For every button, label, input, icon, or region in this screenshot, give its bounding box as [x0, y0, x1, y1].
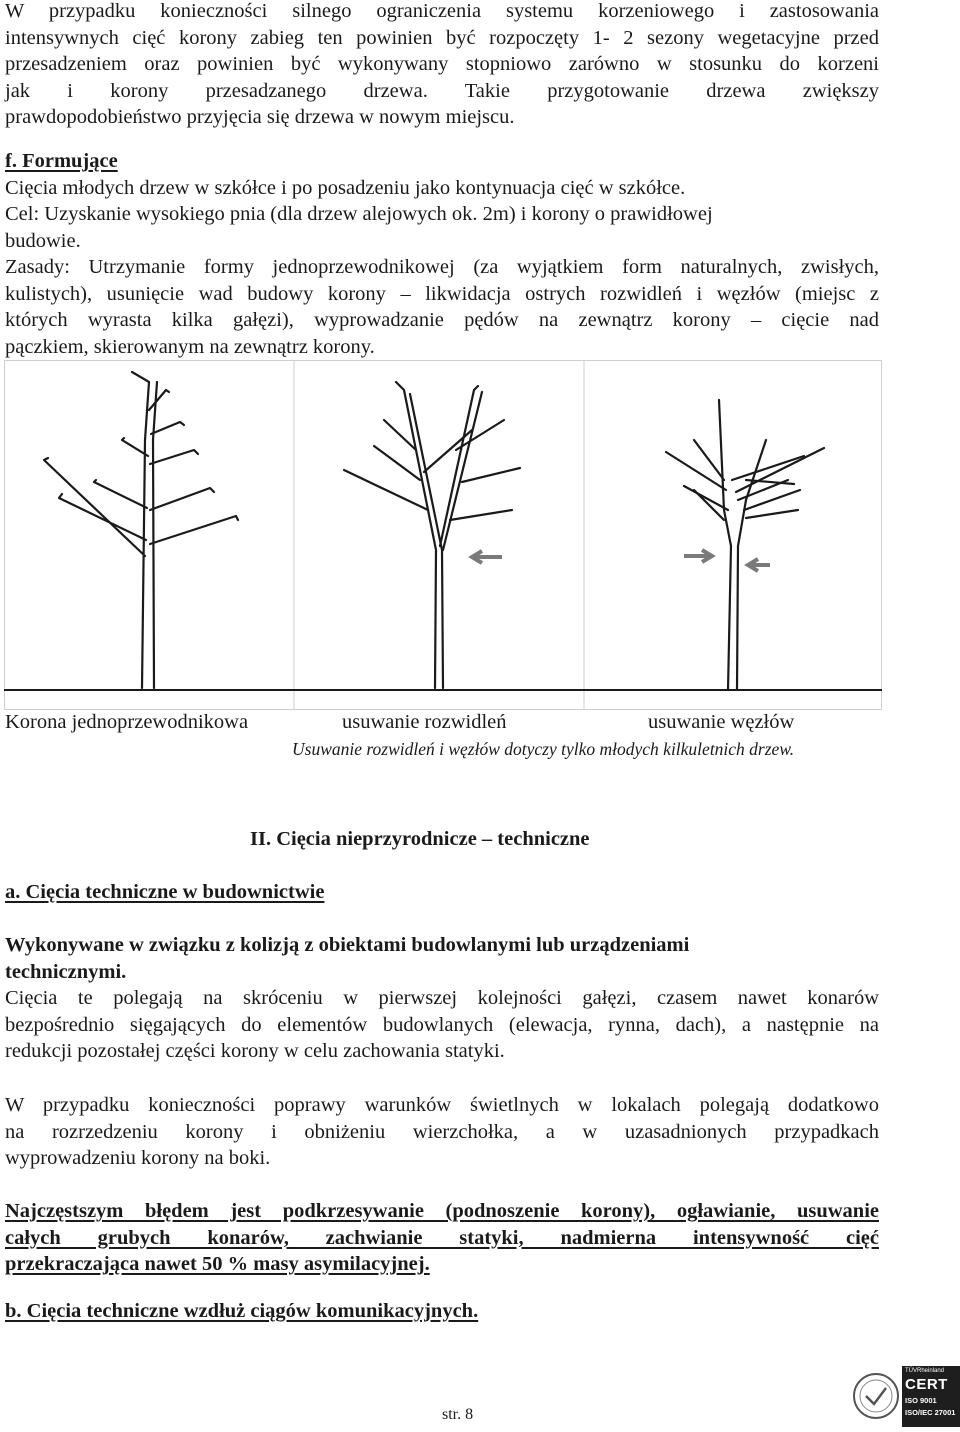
section-a-heading: a. Cięcia techniczne w budownictwie: [5, 881, 325, 903]
text-line: Najczęstszym błędem jest podkrzesywanie (podnoszenie korony), ogławianie, usuwanie: [5, 1200, 879, 1222]
text-line: przesadzeniem oraz powinien być wykonywany stopniowo zarówno w stosunku do korzeni: [5, 53, 879, 75]
text-line: jak i korony przesadzanego drzewa. Takie przygotowanie drzewa zwiększy: [5, 79, 879, 102]
cert-line-2: ISO/IEC 27001: [905, 1408, 956, 1417]
tree-single-leader: [44, 372, 238, 688]
caption-single-leader: Korona jednoprzewodnikowa: [5, 711, 249, 733]
text-line: Cięcia te polegają na skróceniu w pierwszej kolejności gałęzi, czasem nawet konarów: [5, 987, 879, 1009]
text-line: wyprowadzeniu korony na boki.: [5, 1147, 271, 1169]
figure-note: Usuwanie rozwidleń i węzłów dotyczy tylko młodych kilkuletnich drzew.: [292, 739, 795, 759]
intro-paragraph: [5, 0, 879, 131]
text-line: W przypadku konieczności silnego ograniczenia systemu korzeniowego i zastosowania: [5, 0, 879, 22]
text-line: kulistych), usunięcie wad budowy korony – likwidacja ostrych rozwidleń i węzłów (miejsc z: [5, 282, 879, 305]
tree-knot-removal: [666, 400, 824, 690]
cert-line-1: ISO 9001: [905, 1396, 937, 1405]
text-line: technicznymi.: [5, 960, 127, 983]
text-line: na rozrzedzeniu korony i obniżeniu wierzchołka, a w uzasadnionych przypadkach: [5, 1120, 879, 1143]
tree-fork-removal: [344, 382, 520, 688]
text-line: intensywnych cięć korony zabieg ten powinien być rozpoczęty 1- 2 sezony wegetacyjne przed: [5, 26, 879, 49]
text-line: Zasady: Utrzymanie formy jednoprzewodnikowej (za wyjątkiem form naturalnych, zwisłych,: [5, 256, 879, 278]
arrow-icon: [472, 551, 502, 563]
arrow-icon: [748, 559, 770, 571]
section-a-paragraph-1: [5, 985, 879, 1065]
page-number: str. 8: [442, 1406, 474, 1423]
text-line: prawdopodobieństwo przyjęcia się drzewa w nowym miejscu.: [5, 106, 515, 128]
text-line: W przypadku konieczności poprawy warunków świetlnych w lokalach polegają dodatkowo: [5, 1094, 879, 1116]
section-f: [5, 148, 879, 360]
text-line: przekraczająca nawet 50 % masy asymilacyjnej.: [5, 1253, 430, 1275]
cert-title: CERT: [905, 1376, 948, 1393]
text-line: których wyrasta kilka gałęzi), wyprowadzanie pędów na zewnątrz korony – cięcie nad: [5, 309, 879, 331]
text-line: budowie.: [5, 229, 81, 252]
section-a-bold-text: [5, 932, 879, 985]
certification-logo: [852, 1366, 960, 1427]
certificate-badge: [902, 1366, 960, 1427]
section-f-heading: f. Formujące: [5, 150, 118, 172]
section-b-heading: b. Cięcia techniczne wzdłuż ciągów komunikacyjnych.: [5, 1300, 479, 1322]
arrow-icon: [684, 550, 712, 562]
text-line: Cięcia młodych drzew w szkółce i po posadzeniu jako kontynuacja cięć w szkółce.: [5, 176, 686, 199]
caption-fork-removal: usuwanie rozwidleń: [342, 711, 507, 733]
certification-seal-icon: [852, 1366, 900, 1427]
section-II-heading: II. Cięcia nieprzyrodnicze – techniczne: [250, 828, 590, 850]
text-line: bezpośrednio sięgających do elementów budowlanych (elewacja, rynna, dach), a następnie na: [5, 1013, 879, 1036]
section-a-paragraph-2: [5, 1092, 879, 1172]
caption-knot-removal: usuwanie węzłów: [648, 711, 795, 733]
text-line: pączkiem, skierowanym na zewnątrz korony.: [5, 335, 375, 358]
text-line: całych grubych konarów, zachwianie statyki, nadmierna intensywność cięć: [5, 1226, 879, 1249]
warning-paragraph: [5, 1198, 879, 1278]
text-line: redukcji pozostałej części korony w celu zachowania statyki.: [5, 1040, 505, 1062]
tree-pruning-figure: [4, 360, 882, 710]
cert-brand: TÜVRheinland: [905, 1368, 945, 1374]
text-line: Cel: Uzyskanie wysokiego pnia (dla drzew alejowych ok. 2m) i korony o prawidłowej: [5, 203, 713, 225]
text-line: Wykonywane w związku z kolizją z obiektami budowlanymi lub urządzeniami: [5, 934, 690, 956]
